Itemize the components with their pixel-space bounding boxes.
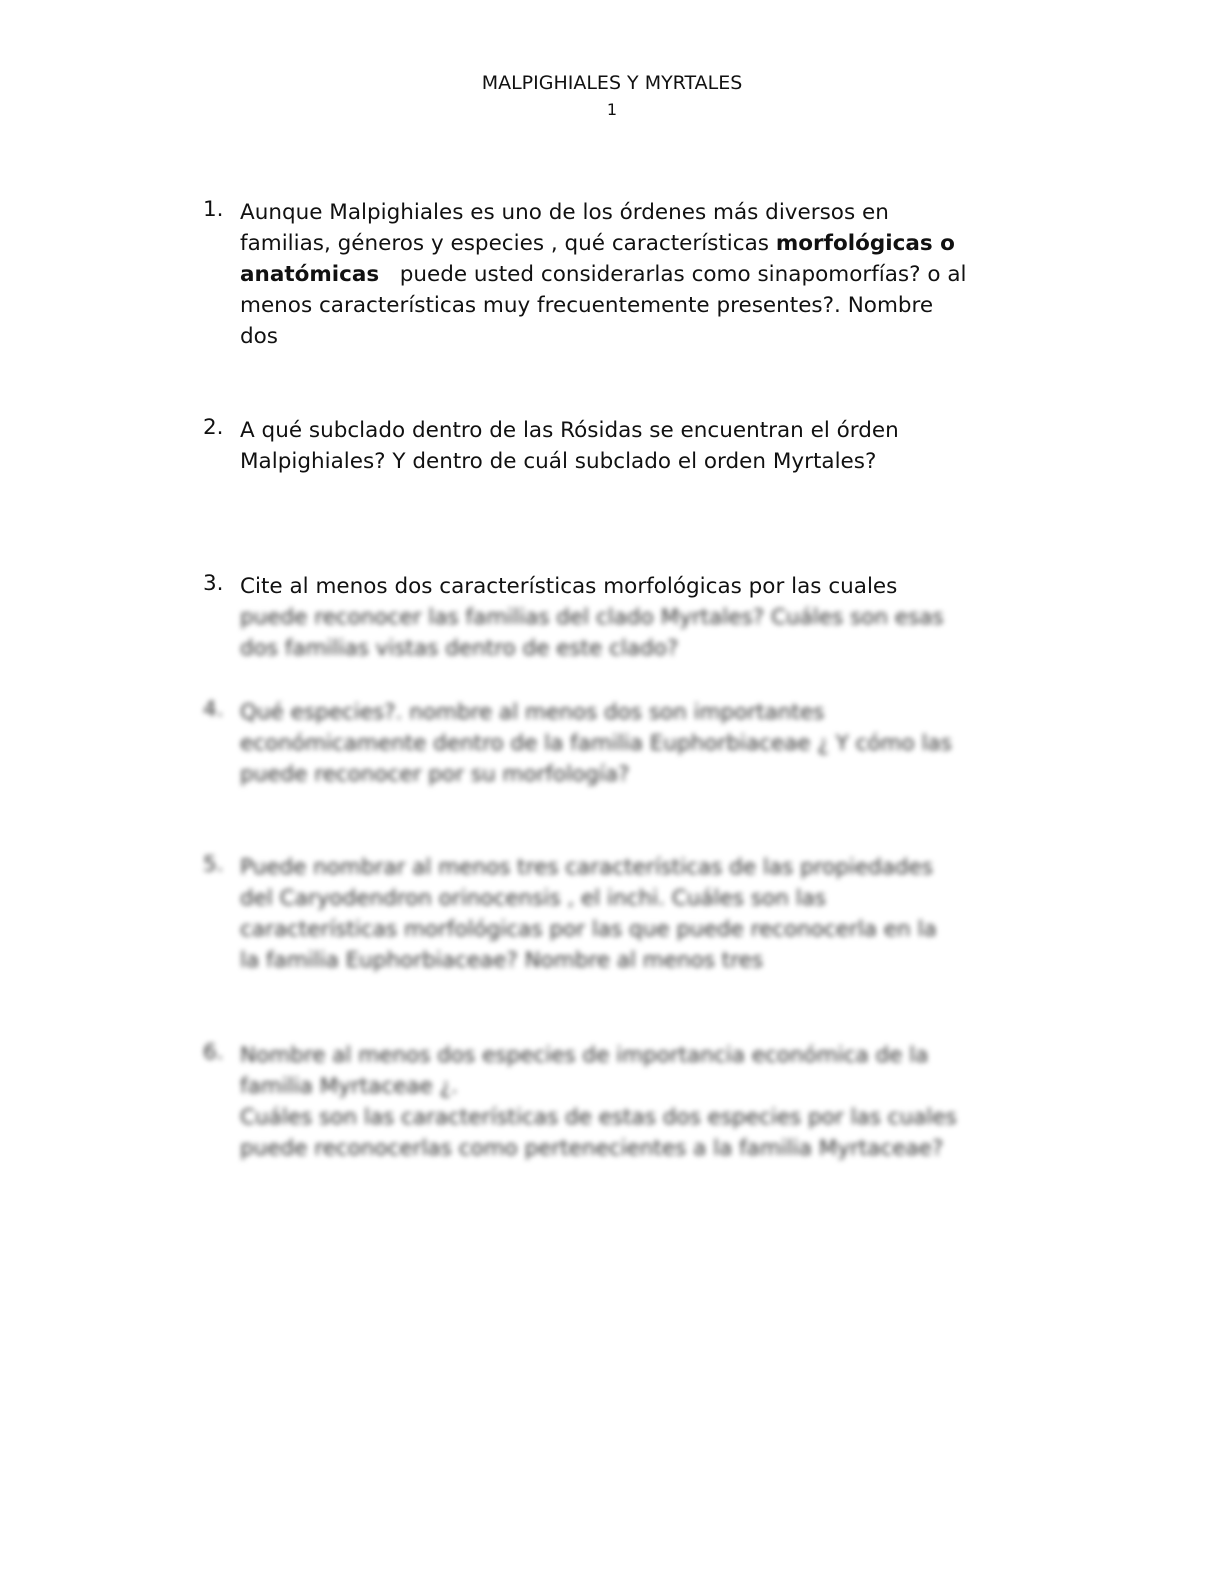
question-number: 4. (203, 697, 224, 722)
text: puede usted considerarlas como sinapomorfías? o al (379, 262, 967, 287)
page-number: 1 (606, 100, 618, 119)
question-number: 3. (203, 571, 224, 596)
question-line: características morfológicas por las que puede reconocerla en la (240, 917, 937, 942)
question-number: 1. (203, 197, 224, 222)
question-line: Aunque Malpighiales es uno de los órdenes más diversos en (240, 200, 889, 225)
question-line: puede reconocerlas como pertenecientes a la familia Myrtaceae? (240, 1136, 944, 1161)
document-title: MALPIGHIALES Y MYRTALES (481, 72, 743, 94)
question-line: menos características muy frecuentemente presentes?. Nombre (240, 293, 934, 318)
question-line: Puede nombrar al menos tres características de las propiedades (240, 855, 933, 880)
question-line: la familia Euphorbiaceae? Nombre al menos tres (240, 948, 764, 973)
question-line: Cite al menos dos características morfológicas por las cuales (240, 574, 898, 599)
question-number: 5. (203, 852, 224, 877)
question-line: económicamente dentro de la familia Euphorbiaceae ¿ Y cómo las (240, 731, 952, 756)
question-line (240, 259, 967, 290)
question-line: Nombre al menos dos especies de importancia económica de la (240, 1043, 929, 1068)
question-line: dos familias vistas dentro de este clado? (240, 636, 679, 661)
question-line: dos (240, 324, 279, 349)
bold-text: morfológicas o (775, 231, 955, 256)
question-line: Malpighiales? Y dentro de cuál subclado el orden Myrtales? (240, 449, 877, 474)
question-number: 2. (203, 415, 224, 440)
question-line: del Caryodendron orinocensis , el inchi. Cuáles son las (240, 886, 826, 911)
question-line: puede reconocer por su morfología? (240, 762, 630, 787)
question-line: A qué subclado dentro de las Rósidas se encuentran el órden (240, 418, 899, 443)
question-line: puede reconocer las familias del clado Myrtales? Cuáles son esas (240, 605, 944, 630)
question-line: Qué especies?. nombre al menos dos son importantes (240, 700, 825, 725)
question-line: familia Myrtaceae ¿. (240, 1074, 458, 1099)
question-line: Cuáles son las características de estas dos especies por las cuales (240, 1105, 957, 1130)
text: familias, géneros y especies , qué características (240, 231, 776, 256)
question-line (240, 228, 967, 259)
bold-text: anatómicas (240, 262, 380, 287)
question-number: 6. (203, 1040, 224, 1065)
